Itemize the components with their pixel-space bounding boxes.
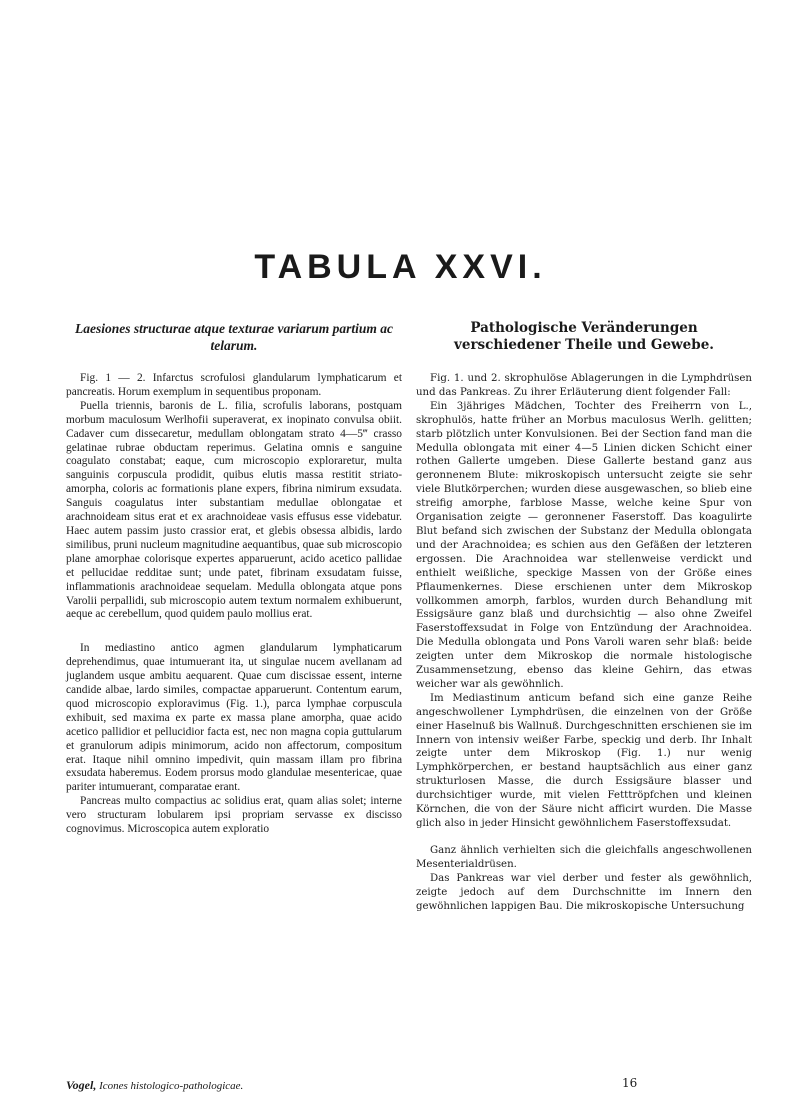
latin-paragraph-3: In mediastino antico agmen glandularum lymphaticarum deprehendimus, quae intumuerant ita, ut singulae nucem avellanam ad juglandem usque ambitu aequarent. Quae cum discissae essent, interne candide albae, lardo similes, compactae apparuerunt. Contentum earum, quod microscopio exploravimus (Fig. 1.), parca lymphae corpuscula exhibuit, sed maxima ex parte ex massa plane amorpha, quae acido acetico pallidior et pellucidior facta est, nec non magna copia guttularum et granulorum adipis minimorum, acido non affectorum, compositum erat. Itaque nihil omnino impedivit, quin massam illam pro fibrina exsudata haberemus. Eodem prorsus modo glandulae mesentericae, quae pariter intumuerant, comparatae erant. [66, 642, 402, 794]
footer-citation [66, 1078, 243, 1093]
german-paragraph-5: Das Pankreas war viel derber und fester als gewöhnlich, zeigte jedoch auf dem Durchschnitte im Innern den gewöhnlichen lappigen Bau. Die mikroskopische Untersuchung [416, 872, 752, 912]
page-number: 16 [622, 1076, 638, 1090]
german-column [416, 320, 752, 913]
german-paragraph-3: Im Mediastinum anticum befand sich eine ganze Reihe angeschwollener Lymphdrüsen, die einzelnen von der Größe einer Haselnuß bis Wallnuß. Durchgeschnitten erschienen sie im Innern von intensiv weißer Farbe, speckig und derb. Ihr Inhalt zeigte unter dem Mikroskop (Fig. 1.) nur wenig Lymphkörperchen, er bestand hauptsächlich aus einer ganz strukturlosen Masse, die durch Essigsäure blasser und durchsichtiger wurde, mit vielen Fetttröpfchen und kleinen Körnchen, die von der Säure nicht afficirt wurden. Die Masse glich also in jeder Hinsicht gewöhnlichem Faserstoffexsudat. [416, 692, 752, 829]
paragraph-gap [66, 622, 402, 642]
german-paragraph-2: Ein 3jähriges Mädchen, Tochter des Freiherrn von L., skrophulös, hatte früher an Morbus maculosus Werlh. gelitten; starb plötzlich unter Konvulsionen. Bei der Section fand man die Medulla oblongata mit einer 4—5 Linien dicken Schicht einer rothen Gallerte umgeben. Diese Gallerte bestand ganz aus geronnenem Blute: mikroskopisch untersucht zeigte sie sehr viele Blutkörperchen; wurden diese ausgewaschen, so blieb eine streifig amorphe, farblose Masse, welche keine Spur von Organisation zeigte — geronnener Faserstoff. Das koagulirte Blut befand sich zwischen der Substanz der Medulla oblongata und der Arachnoidea; es schien aus den Gefäßen der letzteren ergossen. Die Arachnoidea war stellenweise verdickt und enthielt weißliche, speckige Massen von der Größe eines Pflaumenkernes. Diese erschienen unter dem Mikroskop vollkommen amorph, farblos, wurden durch Behandlung mit Essigsäure ganz blaß und durchsichtig — also ohne Zweifel Faserstoffexsudat in Folge von Entzündung der Arachnoidea. Die Medulla oblongata und Pons Varoli waren sehr blaß: beide zeigten unter dem Mikroskop die normale histologische Zusammensetzung, ebenso das kleine Gehirn, das etwas weicher war als gewöhnlich. [416, 400, 752, 690]
paragraph-gap [416, 831, 752, 844]
german-paragraph-4: Ganz ähnlich verhielten sich die gleichfalls angeschwollenen Mesenterialdrüsen. [416, 844, 752, 870]
latin-heading: Laesiones structurae atque texturae variarum partium ac telarum. [74, 321, 394, 353]
latin-paragraph-1: Fig. 1 — 2. Infarctus scrofulosi glandularum lymphaticarum et pancreatis. Horum exemplum in sequentibus proponam. [66, 372, 402, 398]
latin-paragraph-2: Puella triennis, baronis de L. filia, scrofulis laborans, postquam morbum maculosum Werlhofii superaverat, ex inopinato convulsa obiit. Cadaver cum dissecaretur, medullam oblongatam strato 4—5‴ crasso gelatinae rubrae obductam reperimus. Gelatina omnis e sanguine coagulato constabat; eaque, cum microscopio exploraretur, multa sanguinis corpuscula prodidit, quibus elutis massa restitit striato-amorpha, coloris ac formationis plane expers, fibrina nimirum exsudata. Sanguis coagulatus inter substantiam medullae oblongatae et arachnoideam situs erat et ex arachnoideae vasis effusus esse videbatur. Haec autem passim justo crassior erat, et glebis obsessa albidis, lardo similibus, pruni nucleum magnitudine aequantibus, quae sub microscopio plane amorphae colorisque expertes apparuerunt, acido acetico pallidae et pellucidae redditae sunt; unde patet, fibrinam exsudatam fuisse, inflammationis arachnoideae sequelam. Medulla oblongata atque pons Varolii perpallidi, sub microscopio autem textum normalem exhibuerunt, aeque ac cerebellum, quod quidem paulo mollius erat. [66, 399, 402, 621]
german-heading: Pathologische Veränderungen verschiedener Theile und Gewebe. [454, 320, 714, 353]
plate-title: TABULA XXVI. [254, 248, 547, 286]
german-paragraph-1: Fig. 1. und 2. skrophulöse Ablagerungen in die Lymphdrüsen und das Pankreas. Zu ihrer Erläuterung dient folgender Fall: [416, 373, 752, 398]
latin-column [66, 320, 402, 837]
footer-author: Vogel, [66, 1078, 97, 1092]
footer-book-title: Icones histologico-pathologicae. [99, 1080, 244, 1092]
latin-paragraph-4: Pancreas multo compactius ac solidius erat, quam alias solet; interne vero structuram lobularem ipsi propriam servasse ex discisso cognovimus. Microscopica autem exploratio [66, 795, 402, 836]
